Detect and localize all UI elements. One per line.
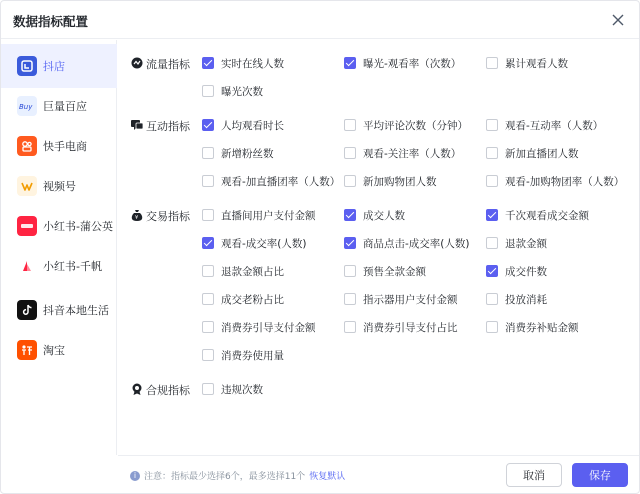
checkbox-box[interactable]	[202, 175, 214, 187]
metric-checkbox[interactable]	[344, 145, 461, 161]
checkbox-box[interactable]	[344, 265, 356, 277]
metric-checkbox[interactable]	[344, 319, 458, 335]
metric-checkbox[interactable]	[202, 117, 284, 133]
svg-text:¥: ¥	[135, 215, 139, 221]
sidebar-item-taobao[interactable]	[1, 328, 117, 372]
dialog-header	[1, 1, 639, 39]
checkbox-box[interactable]	[202, 349, 214, 361]
metric-checkbox[interactable]	[202, 173, 340, 189]
metric-label: 曝光次数	[221, 85, 263, 98]
close-icon[interactable]	[609, 11, 627, 29]
dialog-title: 数据指标配置	[13, 14, 89, 29]
metric-checkbox[interactable]	[202, 83, 263, 99]
checkbox-box[interactable]	[486, 57, 498, 69]
metric-label: 商品点击-成交率(人数)	[363, 237, 470, 250]
checkbox-box[interactable]	[344, 119, 356, 131]
metric-checkbox[interactable]	[202, 235, 306, 251]
group-label-compliance: 合规指标	[146, 384, 190, 397]
metric-checkbox[interactable]	[202, 145, 274, 161]
chat-icon	[130, 118, 144, 132]
sidebar-item-label: 抖店	[43, 60, 65, 73]
metric-label: 新加直播团人数	[505, 147, 579, 160]
sidebar-item-douyin-store[interactable]	[1, 44, 117, 88]
xiaohongshu-icon	[17, 216, 37, 236]
metric-checkbox[interactable]	[202, 381, 263, 397]
checkbox-box[interactable]	[202, 57, 214, 69]
metric-label: 成交人数	[363, 209, 405, 222]
checkbox-box[interactable]	[486, 237, 498, 249]
metrics-panel	[118, 40, 639, 455]
checkbox-box[interactable]	[344, 293, 356, 305]
metric-checkbox[interactable]	[344, 55, 461, 71]
metric-checkbox[interactable]	[344, 207, 405, 223]
metric-label: 观看-互动率（人数）	[505, 119, 604, 132]
metric-checkbox[interactable]	[486, 207, 589, 223]
dialog-footer	[118, 455, 639, 493]
metric-checkbox[interactable]	[344, 173, 437, 189]
checkbox-box[interactable]	[486, 265, 498, 277]
platform-sidebar	[1, 40, 117, 455]
metric-label: 实时在线人数	[221, 57, 284, 70]
metric-label: 观看-关注率（人数）	[363, 147, 462, 160]
group-label-trade: 交易指标	[146, 210, 190, 223]
metric-label: 曝光-观看率（次数）	[363, 57, 462, 70]
sidebar-item-label: 巨量百应	[43, 100, 87, 113]
sidebar-item-douyin-local[interactable]	[1, 288, 117, 332]
checkbox-box[interactable]	[202, 321, 214, 333]
metric-checkbox[interactable]	[486, 263, 547, 279]
sidebar-item-label: 视频号	[43, 180, 76, 193]
checkbox-box[interactable]	[486, 147, 498, 159]
buyin-icon	[17, 96, 37, 116]
traffic-icon	[130, 56, 144, 70]
metric-label: 消费券补贴金额	[505, 321, 579, 334]
metric-checkbox[interactable]	[486, 117, 603, 133]
tiktok-icon	[17, 300, 37, 320]
metric-checkbox[interactable]	[202, 263, 284, 279]
metric-checkbox[interactable]	[344, 263, 426, 279]
checkbox-box[interactable]	[486, 321, 498, 333]
metric-label: 投放消耗	[505, 293, 547, 306]
compliance-icon	[130, 382, 144, 396]
checkbox-box[interactable]	[202, 85, 214, 97]
sidebar-item-xiaohongshu-qianfan[interactable]	[1, 244, 117, 288]
metric-checkbox[interactable]	[486, 145, 579, 161]
metric-checkbox[interactable]	[344, 235, 469, 251]
checkbox-box[interactable]	[344, 175, 356, 187]
selection-note	[130, 469, 345, 482]
checkbox-box[interactable]	[344, 147, 356, 159]
sidebar-item-label: 淘宝	[43, 344, 65, 357]
sidebar-item-label: 快手电商	[43, 140, 87, 153]
metric-checkbox[interactable]	[202, 55, 284, 71]
checkbox-box[interactable]	[202, 147, 214, 159]
wechat-channels-icon	[17, 176, 37, 196]
checkbox-box[interactable]	[486, 209, 498, 221]
metric-checkbox[interactable]	[344, 291, 458, 307]
reset-default-link[interactable]: 恢复默认	[309, 472, 346, 482]
metric-label: 新增粉丝数	[221, 147, 274, 160]
sidebar-item-label: 小红书-千帆	[43, 260, 102, 273]
save-button[interactable]: 保存	[572, 463, 628, 487]
checkbox-box[interactable]	[344, 321, 356, 333]
sidebar-item-label: 抖音本地生活	[43, 304, 109, 317]
sidebar-item-xiaohongshu-pugongying[interactable]	[1, 204, 117, 248]
checkbox-box[interactable]	[344, 237, 356, 249]
checkbox-box[interactable]	[202, 293, 214, 305]
metric-label: 消费券引导支付占比	[363, 321, 458, 334]
metric-checkbox[interactable]	[486, 55, 568, 71]
sidebar-item-buyin[interactable]	[1, 84, 117, 128]
checkbox-box[interactable]	[202, 265, 214, 277]
svg-text:Buy: Buy	[19, 103, 33, 111]
money-bag-icon	[130, 208, 144, 222]
sidebar-item-kuaishou[interactable]	[1, 124, 117, 168]
qianfan-icon	[17, 256, 37, 276]
metric-label: 人均观看时长	[221, 119, 284, 132]
metric-label: 指示器用户支付金额	[363, 293, 458, 306]
info-icon: i	[130, 471, 140, 481]
douyin-store-icon	[17, 56, 37, 76]
checkbox-box[interactable]	[344, 57, 356, 69]
checkbox-box[interactable]	[486, 119, 498, 131]
metric-label: 成交老粉占比	[221, 293, 284, 306]
metric-label: 违规次数	[221, 383, 263, 396]
metric-label: 成交件数	[505, 265, 547, 278]
metric-checkbox[interactable]	[486, 173, 624, 189]
checkbox-box[interactable]	[202, 119, 214, 131]
sidebar-item-wechat-channels[interactable]	[1, 164, 117, 208]
metric-label: 退款金额	[505, 237, 547, 250]
metric-label: 千次观看成交金额	[505, 209, 589, 222]
metric-label: 退款金额占比	[221, 265, 284, 278]
checkbox-box[interactable]	[202, 209, 214, 221]
group-label-interaction: 互动指标	[146, 120, 190, 133]
metric-checkbox[interactable]	[202, 291, 284, 307]
metric-label: 预售全款金额	[363, 265, 426, 278]
kuaishou-icon	[17, 136, 37, 156]
metric-checkbox[interactable]	[202, 319, 316, 335]
metric-checkbox[interactable]	[344, 117, 468, 133]
metric-label: 平均评论次数（分钟）	[363, 119, 468, 132]
metric-checkbox[interactable]	[486, 235, 547, 251]
metric-label: 观看-加直播团率（人数）	[221, 175, 341, 188]
sidebar-item-label: 小红书-蒲公英	[43, 220, 113, 233]
metric-label: 累计观看人数	[505, 57, 568, 70]
metric-checkbox[interactable]	[486, 319, 579, 335]
metric-checkbox[interactable]	[486, 291, 547, 307]
group-label-traffic: 流量指标	[146, 58, 190, 71]
metric-label: 消费券引导支付金额	[221, 321, 316, 334]
metric-label: 直播间用户支付金额	[221, 209, 316, 222]
taobao-icon	[17, 340, 37, 360]
metric-label: 新加购物团人数	[363, 175, 437, 188]
metric-label: 消费券使用量	[221, 349, 284, 362]
checkbox-box[interactable]	[202, 383, 214, 395]
note-text: 注意：指标最少选择6个，最多选择11个	[144, 472, 306, 482]
cancel-button[interactable]: 取消	[506, 463, 562, 487]
metric-label: 观看-成交率(人数)	[221, 237, 307, 250]
metric-label: 观看-加购物团率（人数）	[505, 175, 625, 188]
checkbox-box[interactable]	[486, 293, 498, 305]
metric-checkbox[interactable]	[202, 347, 284, 363]
checkbox-box[interactable]	[202, 237, 214, 249]
metric-checkbox[interactable]	[202, 207, 316, 223]
checkbox-box[interactable]	[344, 209, 356, 221]
checkbox-box[interactable]	[486, 175, 498, 187]
